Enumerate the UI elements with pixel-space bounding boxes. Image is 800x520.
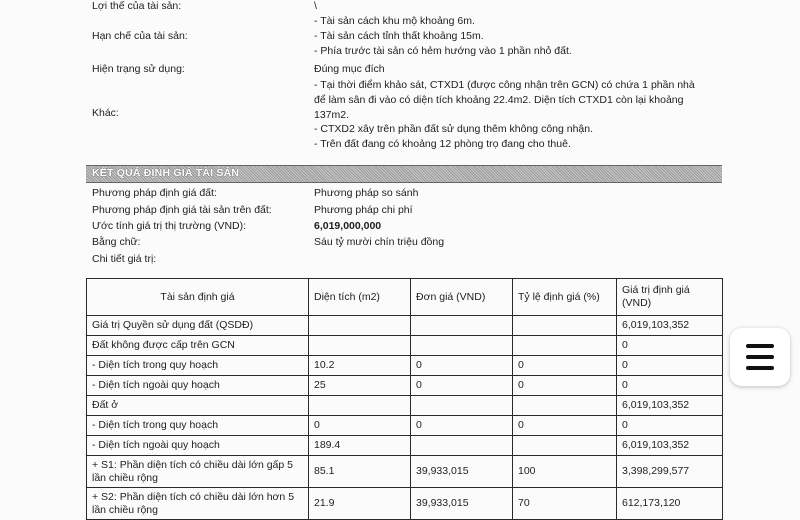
table-cell bbox=[411, 316, 513, 336]
table-row bbox=[87, 336, 723, 356]
table-row bbox=[87, 376, 723, 396]
table-cell: 0 bbox=[411, 356, 513, 376]
table-cell bbox=[513, 316, 617, 336]
table-cell: - Diện tích ngoài quy hoạch bbox=[87, 436, 309, 456]
han-che-lines bbox=[314, 14, 734, 58]
table-cell: 612,173,120 bbox=[617, 488, 723, 520]
table-header: Tài sản định giá bbox=[87, 279, 309, 316]
table-header: Giá trị định giá (VND) bbox=[617, 279, 723, 316]
value-uoc-tinh: 6,019,000,000 bbox=[314, 220, 382, 232]
table-cell bbox=[513, 396, 617, 416]
khac-line: để làm sân đi vào có diện tích khoảng 22.4m2. Diện tích CTXD1 còn lại khoảng bbox=[314, 93, 684, 106]
table-cell: 189.4 bbox=[309, 436, 411, 456]
table-cell bbox=[513, 336, 617, 356]
table-cell: 0 bbox=[513, 356, 617, 376]
table-cell: 0 bbox=[411, 416, 513, 436]
label-han-che: Hạn chế của tài sản: bbox=[92, 30, 188, 42]
label-pp-dat: Phương pháp định giá đất: bbox=[92, 187, 217, 199]
khac-line: 137m2. bbox=[314, 108, 350, 121]
label-hien-trang: Hiện trạng sử dụng: bbox=[92, 63, 185, 75]
table-cell: 0 bbox=[513, 416, 617, 436]
table-cell: 0 bbox=[411, 376, 513, 396]
table-header: Diện tích (m2) bbox=[309, 279, 411, 316]
table-cell: + S2: Phần diện tích có chiều dài lớn hơn 5 lần chiều rộng bbox=[87, 488, 309, 520]
label-chi-tiet: Chi tiết giá trị: bbox=[92, 253, 157, 265]
table-cell: Đất không được cấp trên GCN bbox=[87, 336, 309, 356]
khac-line: - CTXD2 xây trên phần đất sử dụng thêm không công nhận. bbox=[314, 123, 594, 136]
table-row bbox=[87, 436, 723, 456]
han-che-line: - Tài sản cách khu mộ khoảng 6m. bbox=[314, 15, 475, 27]
table-cell: - Diện tích ngoài quy hoạch bbox=[87, 376, 309, 396]
value-loi-the: \ bbox=[314, 0, 317, 12]
khac-lines bbox=[314, 78, 734, 152]
table-cell: 85.1 bbox=[309, 456, 411, 488]
table-cell: - Diện tích trong quy hoạch bbox=[87, 356, 309, 376]
table-cell: 39,933,015 bbox=[411, 456, 513, 488]
value-pp-ts: Phương pháp chi phí bbox=[314, 204, 413, 216]
table-cell bbox=[309, 336, 411, 356]
table-header-row bbox=[87, 279, 723, 316]
han-che-line: - Tài sản cách tỉnh thất khoảng 15m. bbox=[314, 29, 484, 42]
table-header: Đơn giá (VND) bbox=[411, 279, 513, 316]
table-cell: 0 bbox=[617, 336, 723, 356]
table-cell bbox=[411, 436, 513, 456]
table-cell: 70 bbox=[513, 488, 617, 520]
khac-line: - Tại thời điểm khảo sát, CTXD1 (được công nhận trên GCN) có chứa 1 phần nhà bbox=[314, 79, 695, 91]
valuation-table bbox=[86, 278, 723, 520]
menu-button[interactable] bbox=[730, 328, 790, 386]
table-cell: 0 bbox=[617, 416, 723, 436]
table-cell bbox=[309, 316, 411, 336]
table-row bbox=[87, 316, 723, 336]
table-row bbox=[87, 356, 723, 376]
label-uoc-tinh: Ước tính giá trị thị trường (VND): bbox=[92, 220, 247, 232]
han-che-line: - Phía trước tài sản có hẻm hướng vào 1 phần nhỏ đất. bbox=[314, 44, 572, 57]
table-cell: Giá trị Quyền sử dụng đất (QSDĐ) bbox=[87, 316, 309, 336]
table-cell: 6,019,103,352 bbox=[617, 396, 723, 416]
table-cell bbox=[513, 436, 617, 456]
table-row bbox=[87, 416, 723, 436]
table-row bbox=[87, 456, 723, 488]
table-header: Tỷ lệ định giá (%) bbox=[513, 279, 617, 316]
table-cell bbox=[309, 396, 411, 416]
table-cell: 100 bbox=[513, 456, 617, 488]
table-cell: 3,398,299,577 bbox=[617, 456, 723, 488]
label-bang-chu: Bằng chữ: bbox=[92, 236, 141, 248]
table-cell: 0 bbox=[513, 376, 617, 396]
section-banner bbox=[86, 165, 722, 183]
table-cell: 6,019,103,352 bbox=[617, 316, 723, 336]
label-pp-ts: Phương pháp định giá tài sản trên đất: bbox=[92, 204, 272, 216]
table-cell: 6,019,103,352 bbox=[617, 436, 723, 456]
table-cell: 21.9 bbox=[309, 488, 411, 520]
value-pp-dat: Phương pháp so sánh bbox=[314, 187, 419, 199]
table-cell: 39,933,015 bbox=[411, 488, 513, 520]
value-bang-chu: Sáu tỷ mười chín triệu đồng bbox=[314, 236, 445, 248]
table-cell bbox=[411, 396, 513, 416]
table-cell: + S1: Phần diện tích có chiều dài lớn gấp 5 lần chiều rộng bbox=[87, 456, 309, 488]
table-cell bbox=[411, 336, 513, 356]
table-cell: 0 bbox=[617, 356, 723, 376]
table-cell: Đất ở bbox=[87, 396, 309, 416]
value-hien-trang: Đúng mục đích bbox=[314, 63, 385, 75]
table-cell: - Diện tích trong quy hoạch bbox=[87, 416, 309, 436]
khac-line: - Trên đất đang có khoảng 12 phòng trọ đang cho thuê. bbox=[314, 138, 571, 151]
table-cell: 10.2 bbox=[309, 356, 411, 376]
table-cell: 25 bbox=[309, 376, 411, 396]
section-title: KẾT QUẢ ĐỊNH GIÁ TÀI SẢN bbox=[92, 167, 240, 179]
label-khac: Khác: bbox=[92, 107, 119, 119]
table-cell: 0 bbox=[309, 416, 411, 436]
label-loi-the: Lợi thế của tài sản: bbox=[92, 0, 182, 12]
table-row bbox=[87, 396, 723, 416]
table-cell: 0 bbox=[617, 376, 723, 396]
